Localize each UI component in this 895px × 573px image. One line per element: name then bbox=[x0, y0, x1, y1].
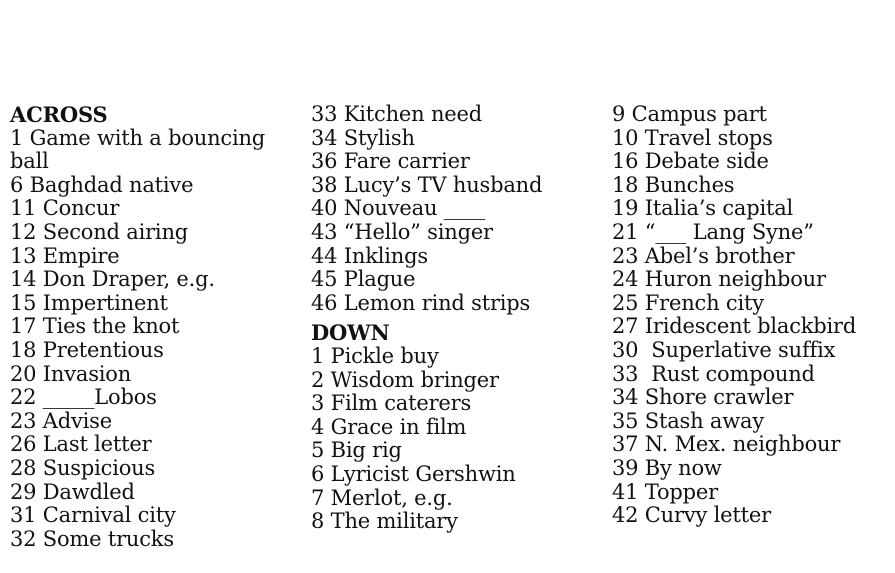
down-clue: 5 Big rig bbox=[311, 438, 402, 463]
across-clue: 32 Some trucks bbox=[10, 526, 174, 551]
across-clue: 29 Dawdled bbox=[10, 479, 135, 504]
down-clue: 30 Superlative suffix bbox=[612, 337, 836, 362]
down-heading: DOWN bbox=[311, 320, 390, 346]
clue-column-1 bbox=[10, 103, 300, 551]
down-clue: 33 Rust compound bbox=[612, 361, 815, 386]
down-clue: 41 Topper bbox=[612, 479, 718, 504]
across-clue: 18 Pretentious bbox=[10, 337, 164, 362]
down-clue: 4 Grace in film bbox=[311, 414, 467, 439]
down-clue: 42 Curvy letter bbox=[612, 503, 771, 528]
across-clue: 46 Lemon rind strips bbox=[311, 290, 531, 315]
across-heading: ACROSS bbox=[10, 102, 108, 127]
across-clue: 6 Baghdad native bbox=[10, 172, 194, 197]
across-clue: 45 Plague bbox=[311, 267, 416, 292]
down-clue: 34 Shore crawler bbox=[612, 385, 794, 410]
down-clue: 9 Campus part bbox=[612, 102, 767, 126]
down-clue: 3 Film caterers bbox=[311, 391, 472, 416]
across-clue: 17 Ties the knot bbox=[10, 314, 180, 339]
down-clue: 18 Bunches bbox=[612, 172, 735, 197]
across-clue: 20 Invasion bbox=[10, 361, 132, 386]
across-clue: 13 Empire bbox=[10, 243, 120, 268]
clue-column-3 bbox=[612, 103, 892, 528]
down-clue: 25 French city bbox=[612, 290, 764, 315]
clue-column-2 bbox=[311, 103, 601, 534]
down-clue: 8 The military bbox=[311, 509, 458, 534]
down-clue: 27 Iridescent blackbird bbox=[612, 314, 857, 339]
across-clue: 26 Last letter bbox=[10, 432, 152, 457]
down-clue: 19 Italia’s capital bbox=[612, 196, 794, 221]
across-clue: 38 Lucy’s TV husband bbox=[311, 172, 543, 197]
down-clue: 23 Abel’s brother bbox=[612, 243, 795, 268]
down-clue: 21 “___ Lang Syne” bbox=[612, 219, 814, 244]
across-clue: 11 Concur bbox=[10, 196, 120, 221]
down-clue: 6 Lyricist Gershwin bbox=[311, 461, 516, 486]
down-clue: 10 Travel stops bbox=[612, 125, 773, 150]
across-clue: 15 Impertinent bbox=[10, 290, 168, 315]
across-clue: 28 Suspicious bbox=[10, 455, 156, 480]
across-clue: 23 Advise bbox=[10, 408, 112, 433]
down-clue: 7 Merlot, e.g. bbox=[311, 485, 453, 510]
down-clue: 37 N. Mex. neighbour bbox=[612, 432, 841, 457]
across-clue: 33 Kitchen need bbox=[311, 102, 482, 126]
down-clue: 1 Pickle buy bbox=[311, 343, 439, 368]
across-clue: 44 Inklings bbox=[311, 243, 428, 268]
across-clue: 22 _____Lobos bbox=[10, 385, 157, 410]
across-clue: 31 Carnival city bbox=[10, 503, 176, 528]
across-clue: 34 Stylish bbox=[311, 125, 415, 150]
across-clue: 1 Game with a bouncing ball bbox=[10, 125, 266, 174]
down-clue: 39 By now bbox=[612, 455, 722, 480]
across-clue: 14 Don Draper, e.g. bbox=[10, 267, 215, 292]
across-clue: 12 Second airing bbox=[10, 219, 189, 244]
across-clue: 40 Nouveau ____ bbox=[311, 196, 485, 221]
across-clue: 36 Fare carrier bbox=[311, 149, 470, 174]
down-clue: 16 Debate side bbox=[612, 149, 769, 174]
down-clue: 2 Wisdom bringer bbox=[311, 367, 499, 392]
down-clue: 24 Huron neighbour bbox=[612, 267, 826, 292]
across-clue: 43 “Hello” singer bbox=[311, 219, 493, 244]
down-clue: 35 Stash away bbox=[612, 408, 764, 433]
